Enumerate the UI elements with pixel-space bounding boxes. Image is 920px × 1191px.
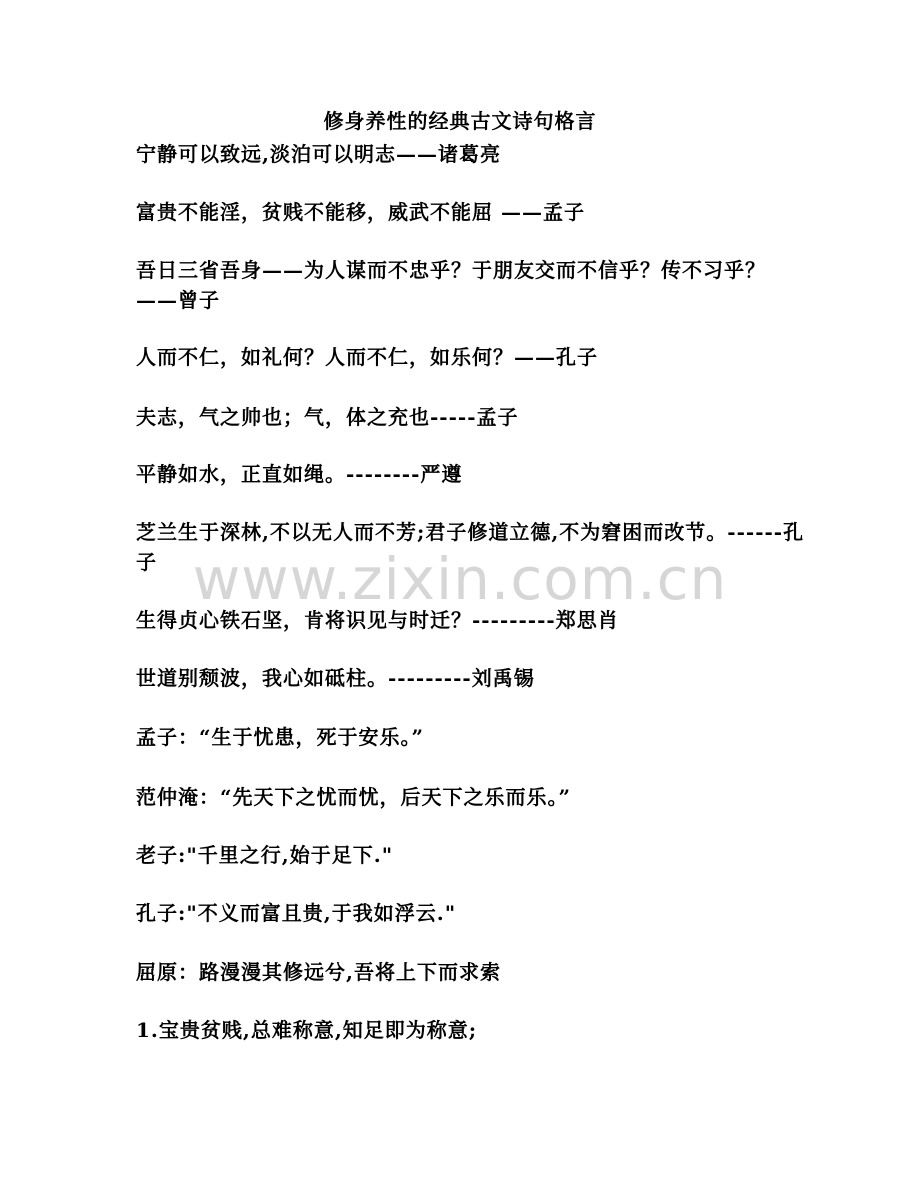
quote-line: 人而不仁，如礼何？人而不仁，如乐何？——孔子	[136, 345, 598, 369]
quote-line: 生得贞心铁石坚，肯将识见与时迁？---------郑思肖	[136, 608, 619, 632]
quote-line: 宁静可以致远,淡泊可以明志——诸葛亮	[136, 142, 501, 166]
quote-line: 芝兰生于深林,不以无人而不芳;君子修道立德,不为窘困而改节。------孔子	[136, 520, 805, 574]
quote-line: 范仲淹：“先天下之忧而忧，后天下之乐而乐。”	[136, 785, 572, 809]
quote-line: 世道别颓波，我心如砥柱。---------刘禹锡	[136, 666, 535, 690]
quote-line: 1.宝贵贫贱,总难称意,知足即为称意;	[136, 1018, 478, 1042]
quote-line: 孟子：“生于忧患，死于安乐。”	[136, 725, 425, 749]
quote-line: 老子:"千里之行,始于足下."	[136, 843, 394, 867]
quote-line: 富贵不能淫，贫贱不能移，威武不能屈 ——孟子	[136, 200, 585, 224]
quote-line: 孔子:"不义而富且贵,于我如浮云."	[136, 901, 457, 925]
quote-line: 屈原：路漫漫其修远兮,吾将上下而求索	[136, 960, 501, 984]
quote-line: 平静如水，正直如绳。--------严遵	[136, 462, 463, 486]
quote-line: 夫志，气之帅也；气，体之充也-----孟子	[136, 405, 519, 429]
document-title: 修身养性的经典古文诗句格言	[323, 109, 597, 133]
quote-line: 吾日三省吾身——为人谋而不忠乎？于朋友交而不信乎？传不习乎？——曾子	[136, 258, 766, 312]
watermark: www.zixin.com.cn	[192, 545, 728, 613]
